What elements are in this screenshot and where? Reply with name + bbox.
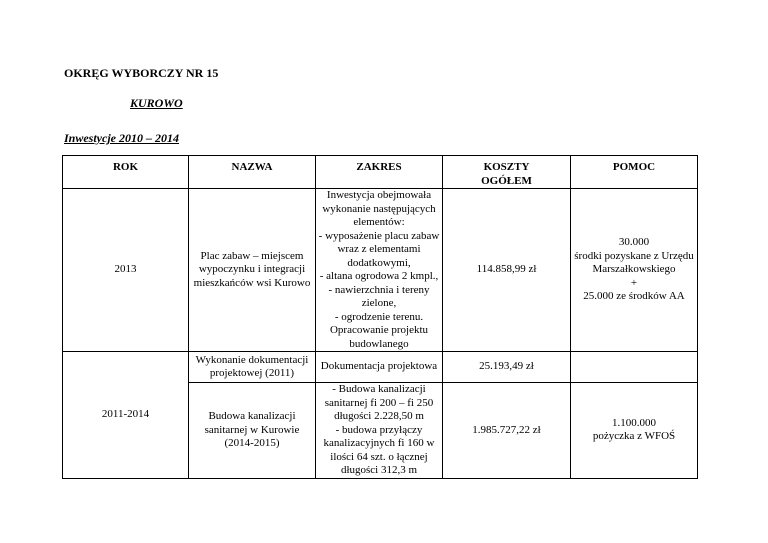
col-header-pomoc: POMOC xyxy=(571,156,698,189)
cell-zakres: - Budowa kanalizacji sanitarnej fi 200 – fi 250 długości 2.228,50 m - budowa przyłączy kanalizacyjnych fi 160 w ilości 64 szt. o łącznej długości 312,3 m xyxy=(316,383,443,479)
section-title: Inwestycje 2010 – 2014 xyxy=(64,131,179,145)
table-row xyxy=(63,352,698,383)
cell-koszty: 1.985.727,22 zł xyxy=(443,383,571,479)
cell-nazwa: Plac zabaw – miejscem wypoczynku i integracji mieszkańców wsi Kurowo xyxy=(189,189,316,352)
cell-koszty: 25.193,49 zł xyxy=(443,352,571,383)
cell-nazwa: Wykonanie dokumentacji projektowej (2011) xyxy=(189,352,316,383)
cell-koszty: 114.858,99 zł xyxy=(443,189,571,352)
col-header-nazwa: NAZWA xyxy=(189,156,316,189)
district-title: OKRĘG WYBORCZY NR 15 xyxy=(64,66,219,80)
cell-zakres: Dokumentacja projektowa xyxy=(316,352,443,383)
cell-rok: 2011-2014 xyxy=(63,352,189,479)
table-header-row xyxy=(63,156,698,189)
investments-table xyxy=(62,155,698,479)
col-header-zakres: ZAKRES xyxy=(316,156,443,189)
cell-pomoc xyxy=(571,352,698,383)
locality-title: KUROWO xyxy=(130,96,183,110)
cell-pomoc: 1.100.000 pożyczka z WFOŚ xyxy=(571,383,698,479)
cell-zakres: Inwestycja obejmowała wykonanie następujących elementów: - wyposażenie placu zabaw wraz z elementami dodatkowymi, - altana ogrodowa 2 kmpl., - nawierzchnia i tereny zielone, - ogrodzenie terenu. Opracowanie projektu budowlanego xyxy=(316,189,443,352)
cell-pomoc: 30.000 środki pozyskane z Urzędu Marszałkowskiego + 25.000 ze środków AA xyxy=(571,189,698,352)
col-header-koszty: KOSZTY OGÓŁEM xyxy=(443,156,571,189)
cell-nazwa: Budowa kanalizacji sanitarnej w Kurowie (2014-2015) xyxy=(189,383,316,479)
col-header-rok: ROK xyxy=(63,156,189,189)
cell-rok: 2013 xyxy=(63,189,189,352)
table-row xyxy=(63,189,698,352)
